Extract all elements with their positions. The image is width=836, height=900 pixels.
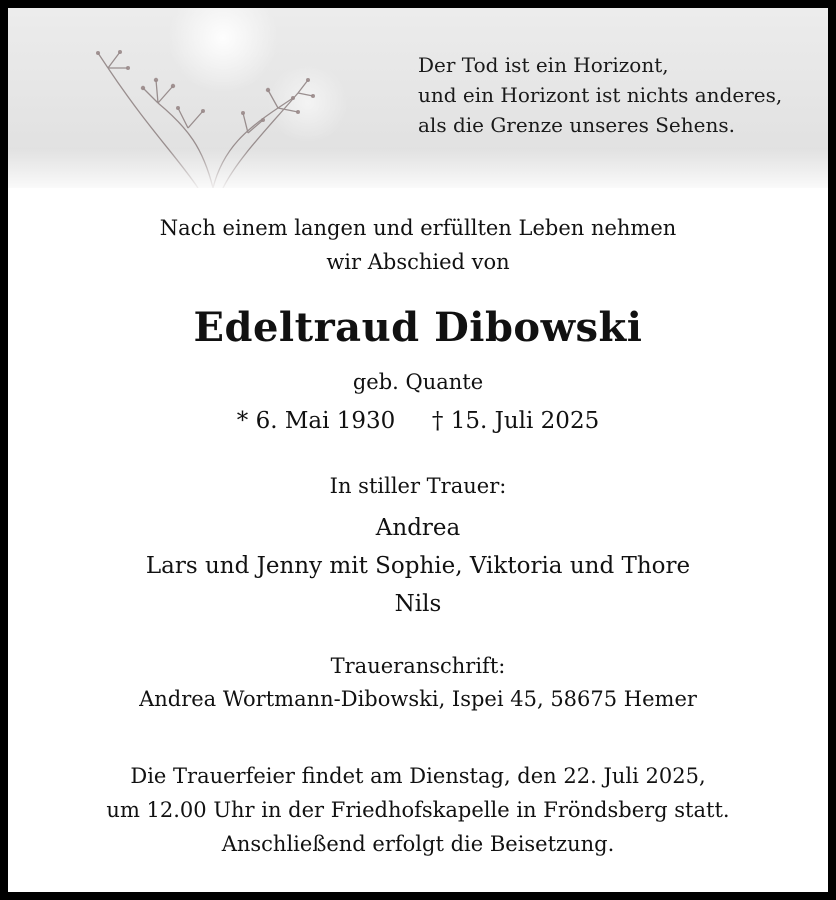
mourner-line: Lars und Jenny mit Sophie, Viktoria und Thore: [145, 553, 691, 579]
quote-line: als die Grenze unseres Sehens.: [418, 113, 735, 137]
mourner-line: Andrea: [375, 515, 461, 541]
mourners-heading: In stiller Trauer:: [329, 474, 507, 498]
mourner-line: Nils: [394, 591, 442, 617]
intro-line-1: Nach einem langen und erfüllten Leben nehmen: [159, 216, 677, 240]
intro-line-2: wir Abschied von: [326, 250, 510, 274]
header-banner: [8, 8, 828, 188]
life-dates: [8, 408, 828, 434]
quote-line: Der Tod ist ein Horizont,: [418, 53, 669, 77]
banner-fade: [8, 148, 828, 188]
address-line: Andrea Wortmann-Dibowski, Ispei 45, 58675 Hemer: [139, 687, 697, 711]
death-date: † 15. Juli 2025: [431, 408, 600, 434]
deceased-name: Edeltraud Dibowski: [193, 304, 643, 351]
quote-line: und ein Horizont ist nichts anderes,: [418, 83, 783, 107]
ceremony-line: Anschließend erfolgt die Beisetzung.: [221, 832, 615, 856]
address-heading: Traueranschrift:: [330, 654, 506, 678]
ceremony-line: Die Trauerfeier findet am Dienstag, den 22. Juli 2025,: [130, 764, 706, 788]
quote: [418, 50, 818, 140]
ceremony-line: um 12.00 Uhr in der Friedhofskapelle in Fröndsberg statt.: [106, 798, 730, 822]
birth-name: geb. Quante: [352, 370, 484, 394]
birth-date: * 6. Mai 1930: [236, 408, 396, 434]
